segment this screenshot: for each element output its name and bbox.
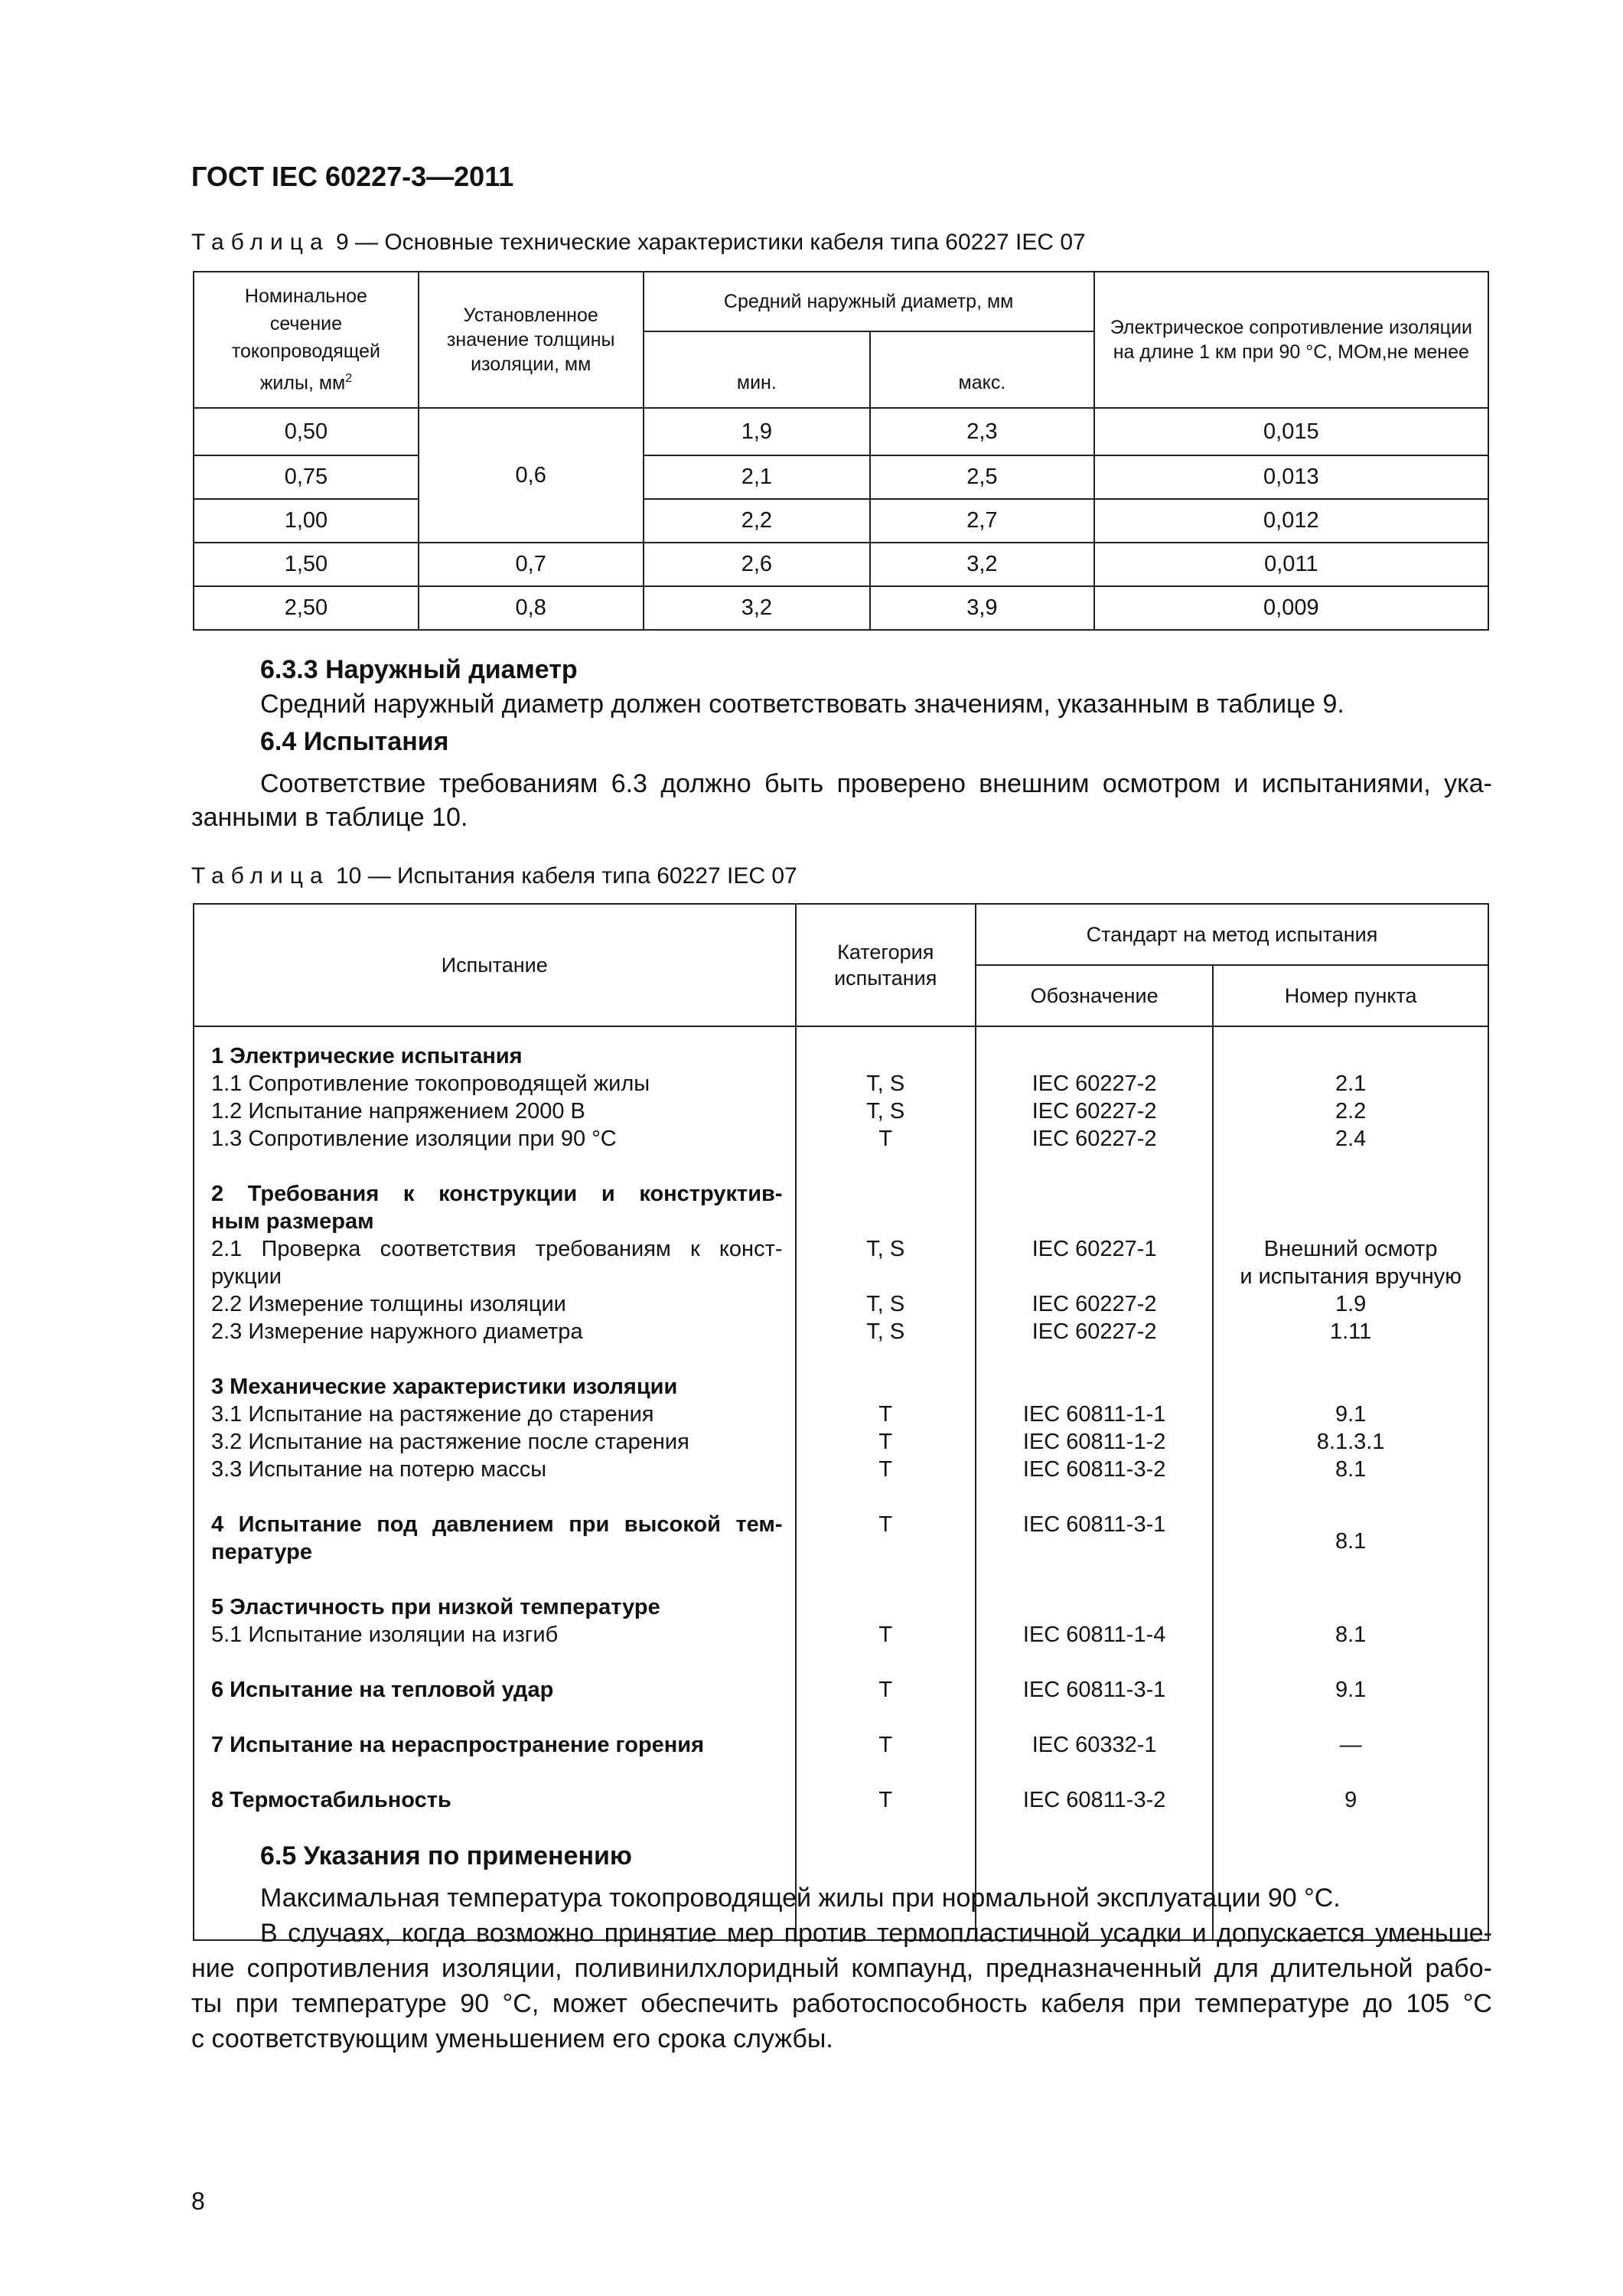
section-6-5-p2-line3: ты при температуре 90 °С, может обеспечить работоспособность кабеля при температуре до 105 °С: [191, 1989, 1492, 2018]
table9-caption: [191, 230, 1086, 256]
table10-caption-text: 10 — Испытания кабеля типа 60227 IEC 07: [335, 863, 797, 889]
section-6-5-p2-line4: с соответствующим уменьшением его срока службы.: [191, 2024, 833, 2053]
test-item: рукции: [211, 1264, 282, 1289]
table9-cell-dmax: 3,9: [870, 586, 1094, 630]
standard-designation: IEC 60811-1-1: [1022, 1402, 1166, 1427]
test-group-title: 8 Термостабильность: [211, 1788, 451, 1812]
table9-cell-resistance: 0,012: [1094, 499, 1488, 543]
table10-designation-column: [976, 1026, 1213, 1940]
clause-number: 2.4: [1335, 1127, 1367, 1151]
section-6-3-3-text: Средний наружный диаметр должен соответствовать значениям, указанным в таблице 9.: [260, 690, 1344, 719]
test-group-title: 2 Требования к конструкции и конструктив-: [211, 1182, 783, 1206]
test-item: 2.3 Измерение наружного диаметра: [211, 1319, 583, 1344]
test-item: 1.3 Сопротивление изоляции при 90 °С: [211, 1127, 617, 1151]
table9-cell-resistance: 0,009: [1094, 586, 1488, 630]
test-group-title: 3 Механические характеристики изоляции: [211, 1375, 678, 1399]
standard-designation: IEC 60227-2: [1031, 1099, 1157, 1124]
table9-cell-dmax: 2,5: [870, 455, 1094, 499]
category-value: T, S: [866, 1292, 905, 1316]
section-6-5-title: 6.5 Указания по применению: [260, 1841, 632, 1870]
standard-designation: IEC 60227-2: [1031, 1292, 1157, 1316]
table9-cell-dmin: 2,6: [644, 543, 871, 586]
table10-head-category: Категория испытания: [796, 904, 976, 1026]
table9-cell-dmin: 2,2: [644, 499, 871, 543]
test-group-title: 1 Электрические испытания: [211, 1044, 523, 1068]
section-6-5-p2-line2: ние сопротивления изоляции, поливинилхлоридный компаунд, предназначенный для длительной рабо-: [191, 1954, 1492, 1983]
table9-cell-dmax: 2,3: [870, 408, 1094, 455]
category-value: T, S: [866, 1237, 905, 1261]
test-item: 3.3 Испытание на потерю массы: [211, 1457, 547, 1482]
table9-caption-word: Таблица: [191, 230, 330, 255]
table9-cell-resistance: 0,011: [1094, 543, 1488, 586]
table10-category-column: [796, 1026, 976, 1940]
table9-head-section: Номинальное сечение токопроводящей жилы, $мм^2$: [194, 272, 419, 408]
clause-number: 9.1: [1335, 1402, 1367, 1427]
standard-designation: IEC 60811-3-1: [1022, 1678, 1166, 1702]
table9-head-diameter: Средний наружный диаметр, мм: [644, 272, 1094, 331]
table9-cell-resistance: 0,013: [1094, 455, 1488, 499]
standard-designation: IEC 60811-3-1: [1022, 1512, 1166, 1537]
test-group-title: пературе: [211, 1540, 313, 1564]
table9-cell-dmax: 3,2: [870, 543, 1094, 586]
table9: [193, 271, 1489, 631]
section-6-5-p1: Максимальная температура токопроводящей жилы при нормальной эксплуатации 90 °С.: [260, 1883, 1341, 1913]
standard-designation: IEC 60227-1: [1031, 1237, 1157, 1261]
clause-number: 1.11: [1329, 1319, 1372, 1344]
test-item: 5.1 Испытание изоляции на изгиб: [211, 1623, 559, 1647]
test-group-title: 6 Испытание на тепловой удар: [211, 1678, 554, 1702]
test-item: 1.2 Испытание напряжением 2000 В: [211, 1099, 585, 1124]
standard-designation: IEC 60332-1: [1031, 1733, 1157, 1757]
section-6-5-p2-line1: В случаях, когда возможно принятие мер против термопластичной усадки и допускается уменьше-: [260, 1919, 1492, 1948]
section-6-4-text-line2: занными в таблице 10.: [191, 803, 468, 832]
clause-number: 8.1.3.1: [1316, 1430, 1385, 1454]
standard-designation: IEC 60227-2: [1031, 1071, 1157, 1096]
table10-caption: [191, 863, 797, 889]
category-value: T: [878, 1430, 893, 1454]
section-6-3-3-title: 6.3.3 Наружный диаметр: [260, 655, 578, 684]
test-group-title: 7 Испытание на нераспространение горения: [211, 1733, 705, 1757]
clause-number: —: [1339, 1733, 1362, 1757]
test-group-title: 5 Эластичность при низкой температуре: [211, 1595, 660, 1619]
clause-number: 8.1: [1335, 1623, 1367, 1647]
table9-cell-section: 2,50: [194, 586, 419, 630]
category-value: T: [878, 1678, 893, 1702]
table9-head-thickness: Установленное значение толщины изоляции, мм: [419, 272, 644, 408]
category-value: T, S: [866, 1071, 905, 1096]
table9-cell-thickness: 0,8: [419, 586, 644, 630]
table9-cell-dmin: 1,9: [644, 408, 871, 455]
table9-cell-section: 0,75: [194, 455, 419, 499]
category-value: T: [878, 1457, 893, 1482]
table10-head-designation: Обозначение: [976, 965, 1213, 1026]
standard-designation: IEC 60227-2: [1031, 1127, 1157, 1151]
table9-cell-dmin: 2,1: [644, 455, 871, 499]
test-item: 3.2 Испытание на растяжение после старения: [211, 1430, 689, 1454]
standard-designation: IEC 60811-3-2: [1022, 1457, 1166, 1482]
table9-cell-dmin: 3,2: [644, 586, 871, 630]
table10-test-column: [194, 1026, 796, 1940]
test-item: 3.1 Испытание на растяжение до старения: [211, 1402, 654, 1427]
table9-cell-dmax: 2,7: [870, 499, 1094, 543]
clause-number: 8.1: [1335, 1529, 1367, 1554]
clause-number: Внешний осмотр: [1263, 1237, 1438, 1261]
test-group-title: 4 Испытание под давлением при высокой тем-: [211, 1512, 783, 1537]
section-6-4-text-line1: Соответствие требованиям 6.3 должно быть проверено внешним осмотром и испытаниями, ука-: [260, 769, 1492, 798]
clause-number: 9: [1344, 1788, 1357, 1812]
section-6-4-title: 6.4 Испытания: [260, 727, 449, 756]
standard-designation: IEC 60811-1-4: [1022, 1623, 1166, 1647]
category-value: T: [878, 1402, 893, 1427]
table9-cell-section: 1,00: [194, 499, 419, 543]
table10-head-clause: Номер пункта: [1213, 965, 1488, 1026]
table10-clause-column: [1213, 1026, 1488, 1940]
page-number: 8: [191, 2187, 205, 2215]
table9-cell-section: 0,50: [194, 408, 419, 455]
table10-head-test: Испытание: [194, 904, 796, 1026]
category-value: T: [878, 1733, 893, 1757]
clause-number: 8.1: [1335, 1457, 1367, 1482]
table10-head-standard: Стандарт на метод испытания: [976, 904, 1488, 965]
test-item: 2.1 Проверка соответствия требованиям к конст-: [211, 1237, 783, 1261]
table9-cell-resistance: 0,015: [1094, 408, 1488, 455]
category-value: T: [878, 1623, 893, 1647]
table10-caption-word: Таблица: [191, 863, 330, 889]
standard-designation: IEC 60811-1-2: [1022, 1430, 1166, 1454]
category-value: T: [878, 1788, 893, 1812]
table10: [193, 903, 1489, 1941]
category-value: T: [878, 1127, 893, 1151]
standard-designation: IEC 60811-3-2: [1022, 1788, 1166, 1812]
table9-cell-section: 1,50: [194, 543, 419, 586]
clause-number: и испытания вручную: [1240, 1264, 1462, 1289]
clause-number: 2.1: [1335, 1071, 1367, 1096]
test-item: 2.2 Измерение толщины изоляции: [211, 1292, 566, 1316]
table9-cell-thickness: 0,6: [419, 408, 644, 543]
clause-number: 1.9: [1335, 1292, 1367, 1316]
test-group-title: ным размерам: [211, 1209, 374, 1234]
clause-number: 9.1: [1335, 1678, 1367, 1702]
document-header: ГОСТ IEC 60227-3—2011: [191, 161, 514, 192]
category-value: T, S: [866, 1319, 905, 1344]
table9-head-dmax: макс.: [870, 331, 1094, 408]
table9-cell-thickness: 0,7: [419, 543, 644, 586]
category-value: T, S: [866, 1099, 905, 1124]
table9-caption-text: 9 — Основные технические характеристики кабеля типа 60227 IEC 07: [335, 230, 1086, 255]
clause-number: 2.2: [1335, 1099, 1367, 1124]
standard-designation: IEC 60227-2: [1031, 1319, 1157, 1344]
table9-head-resistance: Электрическое сопротивление изоляции на длине 1 км при 90 °С, МОм,не менее: [1094, 272, 1488, 408]
category-value: T: [878, 1512, 893, 1537]
table9-head-dmin: мин.: [644, 331, 871, 408]
test-item: 1.1 Сопротивление токопроводящей жилы: [211, 1071, 650, 1096]
